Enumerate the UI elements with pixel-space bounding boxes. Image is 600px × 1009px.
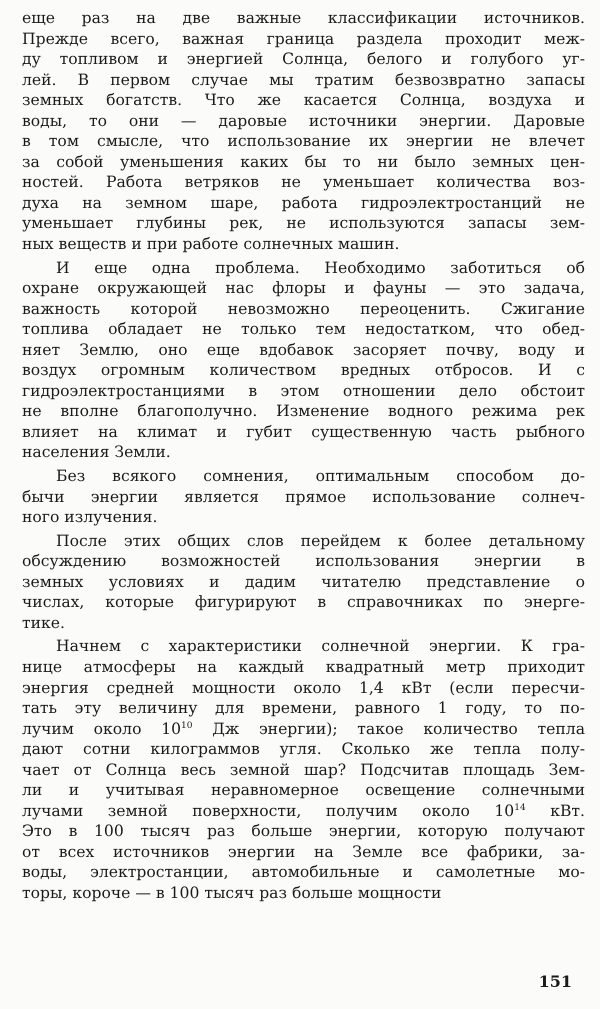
text-line: воды, электростанции, автомобильные и самолетные мо- [22,863,585,882]
text-line: обсуждению возможностей использования энергии в [22,552,585,571]
text-line: земных условиях и дадим читателю представление о [22,572,585,591]
text-line: гидроэлектростанциями в этом отношении дело обстоит [22,381,585,400]
page-body-text [22,8,585,904]
text-line: ли и учитывая неравномерное освещение солнечными [22,781,585,800]
text-line: не вполне благополучно. Изменение водного режима рек [22,402,585,421]
paragraph [22,531,585,634]
text-line: тать эту величину для времени, равного 1 году, то по- [22,699,585,718]
text-line: за собой уменьшения каких бы то ни было земных цен- [22,152,585,171]
text-line: земных богатств. Что же касается Солнца, воздуха и [22,91,585,110]
text-line: важность которой невозможно переоценить. Сжигание [22,299,585,318]
text-line: дают сотни килограммов угля. Сколько же тепла полу- [22,740,585,759]
exponent: 14 [514,802,526,813]
exponent: 10 [181,720,193,731]
text-line: охране окружающей нас флоры и фауны — это задача, [22,279,585,298]
text-line: бычи энергии является прямое использование солнеч- [22,487,585,506]
text-line: ного излучения. [22,508,158,527]
paragraph [22,8,585,255]
text-line: в том смысле, что использование их энергии не влечет [22,132,585,151]
text-line: тике. [22,613,65,632]
paragraph [22,466,585,528]
paragraph [22,636,585,903]
text-line: Начнем с характеристики солнечной энергии. К гра- [56,637,585,656]
text-line: После этих общих слов перейдем к более детальному [56,531,585,550]
text-line: Прежде всего, важная граница раздела проходит меж- [22,29,585,48]
text-line: нице атмосферы на каждый квадратный метр приходит [22,657,585,676]
text-line: ду топливом и энергией Солнца, белого и голубого уг- [22,50,585,69]
text-line: духа на земном шаре, работа гидроэлектростанций не [22,193,585,212]
text-line: влияет на климат и губит существенную часть рыбного [22,422,585,441]
text-line: от всех источников энергии на Земле все фабрики, за- [22,842,585,861]
text-line: торы, короче — в 100 тысяч раз больше мощности [22,883,442,902]
text-line: населения Земли. [22,443,171,462]
text-line: уменьшает глубины рек, не используются запасы зем- [22,214,585,233]
text-line: воздух огромным количеством вредных отбросов. И с [22,361,585,380]
text-line: И еще одна проблема. Необходимо заботиться об [56,258,585,277]
paragraph [22,258,585,463]
text-line: энергия средней мощности около 1,4 кВт (если пересчи- [22,678,585,697]
page-number: 151 [538,972,572,991]
text-line: лучим около $10^{10}$ Дж энергии); такое количество тепла [22,719,585,738]
text-line: числах, которые фигурируют в справочниках по энерге- [22,593,585,612]
text-line: Без всякого сомнения, оптимальным способом до- [56,467,585,486]
text-line: ных веществ и при работе солнечных машин. [22,235,400,254]
text-line: няет Землю, оно еще вдобавок засоряет почву, воду и [22,340,585,359]
text-line: воды, то они — даровые источники энергии. Даровые [22,111,585,130]
text-line: ностей. Работа ветряков не уменьшает количества воз- [22,173,585,192]
text-line: лей. В первом случае мы тратим безвозвратно запасы [22,70,585,89]
text-line: топлива обладает не только тем недостатком, что обед- [22,320,585,339]
text-line: чает от Солнца весь земной шар? Подсчитав площадь Зем- [22,760,585,779]
text-line: еще раз на две важные классификации источников. [22,9,585,27]
text-line: лучами земной поверхности, получим около $10^{14}$ кВт. [22,801,585,820]
text-line: Это в 100 тысяч раз больше энергии, которую получают [22,822,585,841]
